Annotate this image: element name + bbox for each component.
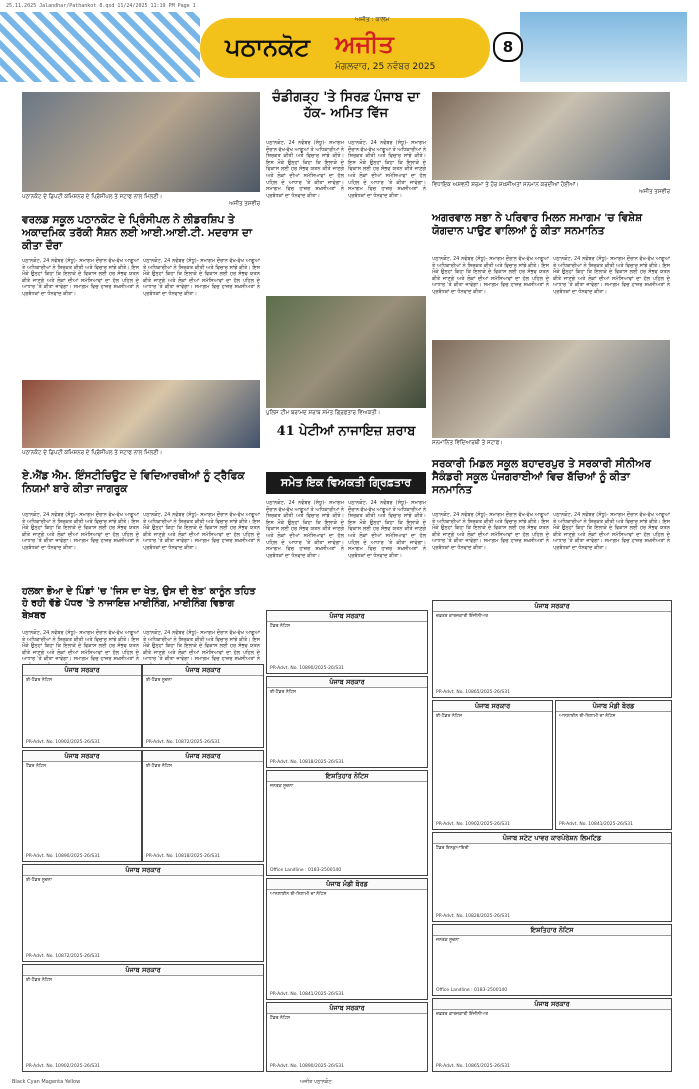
- ad-ref: PR-Advt. No. 10902/2025-26/S31: [436, 822, 510, 827]
- ad-public-notice-2: [432, 924, 672, 996]
- photo-school-delegation: [22, 92, 260, 192]
- body-chandigarh-col1: ਪਠਾਨਕੋਟ, 24 ਨਵੰਬਰ (ਸੰਧੂ)- ਸਮਾਗਮ ਦੌਰਾਨ ਵੱਖ-ਵੱਖ ਆਗੂਆਂ ਤੇ ਅਧਿਕਾਰੀਆਂ ਨੇ ਸ਼ਿਰਕਤ ਕੀਤੀ ਅਤੇ ਵਿਚਾਰ ਸਾਂਝੇ ਕੀਤੇ। ਇਸ ਮੌਕੇ ਉਨ੍ਹਾਂ ਕਿਹਾ ਕਿ ਇਲਾਕੇ ਦੇ ਵਿਕਾਸ ਲਈ ਹਰ ਸੰਭਵ ਯਤਨ ਕੀਤੇ ਜਾਣਗੇ ਅਤੇ ਲੋਕਾਂ ਦੀਆਂ ਸਮੱਸਿਆਵਾਂ ਦਾ ਹੱਲ ਪਹਿਲ ਦੇ ਆਧਾਰ 'ਤੇ ਕੀਤਾ ਜਾਵੇਗਾ। ਸਮਾਗਮ ਵਿਚ ਹਾਜ਼ਰ ਸ਼ਖ਼ਸੀਅਤਾਂ ਨੇ ਪ੍ਰਬੰਧਕਾਂ ਦਾ ਧੰਨਵਾਦ ਕੀਤਾ।: [266, 140, 344, 199]
- ad-sub: ਈ-ਟੈਂਡਰ ਨੋਟਿਸ: [26, 978, 52, 983]
- ad-punjab-govt-10: [266, 1002, 428, 1072]
- caption-school-delegation: ਪਠਾਨਕੋਟ ਦੇ ਡਿਪਟੀ ਕਮਿਸ਼ਨਰ ਦੇ ਪ੍ਰਿੰਸੀਪਲ ਤੇ ਸਟਾਫ ਨਾਲ ਮਿਲਣੀ।: [22, 194, 163, 200]
- masthead-paper-name: ਅਜੀਤ: [335, 30, 394, 58]
- headline-illegal-mining: ਹਲਕਾ ਭੋਆ ਦੇ ਪਿੰਡਾਂ 'ਚ 'ਜਿਸ ਦਾ ਖੇਤ, ਉਸ ਦੀ ਰੇਤ' ਕਾਨੂੰਨ ਤਹਿਤ ਹੋ ਰਹੀ ਵੱਡੇ ਪੱਧਰ 'ਤੇ ਨਾਜਾਇਜ਼ ਮਾਈਨਿੰਗ, ਮਾਈਨਿੰਗ ਵਿਭਾਗ ਬੇਖ਼ਬਰ: [22, 586, 256, 621]
- print-strip: 25.11.2025 Jalandhar/Pathankot 8.qxd 11/24/2025 11:19 PM Page 1: [6, 3, 196, 9]
- ad-title: ਪੰਜਾਬ ਸਰਕਾਰ: [23, 751, 141, 762]
- ad-title: ਪੰਜਾਬ ਸਰਕਾਰ: [267, 611, 427, 622]
- headline-world-school: ਵਰਲਡ ਸਕੂਲ ਪਠਾਨਕੋਟ ਦੇ ਪ੍ਰਿੰਸੀਪਲ ਨੇ ਲੀਡਰਸ਼ਿਪ ਤੇ ਅਕਾਦਮਿਕ ਤਰੱਕੀ ਸੈਸ਼ਨ ਲਈ ਆਈ.ਆਈ.ਟੀ. ਮਦਰਾਸ ਦਾ ਕੀਤਾ ਦੌਰਾ: [22, 214, 252, 253]
- page-number: 8: [493, 32, 523, 62]
- headline-liquor-a: 41 ਪੇਟੀਆਂ ਨਾਜਾਇਜ਼ ਸ਼ਰਾਬ: [276, 424, 416, 439]
- ad-ref: PR-Advt. No. 10890/2025-26/S31: [270, 1064, 344, 1069]
- masthead-pattern-left: [0, 12, 200, 82]
- ad-ref: PR-Advt. No. 10818/2025-26/S31: [270, 760, 344, 765]
- body-traffic-col1: ਪਠਾਨਕੋਟ, 24 ਨਵੰਬਰ (ਸੰਧੂ)- ਸਮਾਗਮ ਦੌਰਾਨ ਵੱਖ-ਵੱਖ ਆਗੂਆਂ ਤੇ ਅਧਿਕਾਰੀਆਂ ਨੇ ਸ਼ਿਰਕਤ ਕੀਤੀ ਅਤੇ ਵਿਚਾਰ ਸਾਂਝੇ ਕੀਤੇ। ਇਸ ਮੌਕੇ ਉਨ੍ਹਾਂ ਕਿਹਾ ਕਿ ਇਲਾਕੇ ਦੇ ਵਿਕਾਸ ਲਈ ਹਰ ਸੰਭਵ ਯਤਨ ਕੀਤੇ ਜਾਣਗੇ ਅਤੇ ਲੋਕਾਂ ਦੀਆਂ ਸਮੱਸਿਆਵਾਂ ਦਾ ਹੱਲ ਪਹਿਲ ਦੇ ਆਧਾਰ 'ਤੇ ਕੀਤਾ ਜਾਵੇਗਾ। ਸਮਾਗਮ ਵਿਚ ਹਾਜ਼ਰ ਸ਼ਖ਼ਸੀਅਤਾਂ ਨੇ ਪ੍ਰਬੰਧਕਾਂ ਦਾ ਧੰਨਵਾਦ ਕੀਤਾ।: [22, 512, 139, 551]
- caption-world-school-group: ਪਠਾਨਕੋਟ ਦੇ ਡਿਪਟੀ ਕਮਿਸ਼ਨਰ ਦੇ ਪ੍ਰਿੰਸੀਪਲ ਤੇ ਸਟਾਫ ਨਾਲ ਮਿਲਣੀ।: [22, 450, 163, 456]
- headline-agarwal-sabha: ਅਗਰਵਾਲ ਸਭਾ ਨੇ ਪਰਿਵਾਰ ਮਿਲਨ ਸਮਾਗਮ 'ਚ ਵਿਸ਼ੇਸ਼ ਯੋਗਦਾਨ ਪਾਉਣ ਵਾਲਿਆਂ ਨੂੰ ਕੀਤਾ ਸਨਮਾਨਿਤ: [432, 212, 643, 238]
- ad-mandi-board-2: [266, 878, 428, 1000]
- ad-ref: Office Landline : 0183-2500140: [270, 868, 342, 873]
- ad-punjab-govt-6: [22, 750, 142, 862]
- masthead-date: ਮੰਗਲਵਾਰ, 25 ਨਵੰਬਰ 2025: [335, 62, 436, 72]
- caption-police-liquor: ਪੁਲਿਸ ਟੀਮ ਬਰਾਮਦ ਸ਼ਰਾਬ ਸਮੇਤ ਗ੍ਰਿਫ਼ਤਾਰ ਵਿਅਕਤੀ।: [266, 410, 381, 416]
- footer: [0, 1076, 699, 1089]
- ad-sub: ਟੈਂਡਰ ਨੋਟਿਸ: [270, 624, 291, 629]
- ad-title: ਪੰਜਾਬ ਸਰਕਾਰ: [143, 665, 263, 676]
- ad-ref: Office Landline : 0183-2500140: [436, 988, 508, 993]
- ad-ref: PR-Advt. No. 10841/2025-26/S31: [270, 992, 344, 997]
- masthead-city: ਪਠਾਨਕੋਟ: [225, 32, 310, 61]
- ad-punjab-govt-5: [432, 700, 553, 830]
- ad-sub: ਈ-ਟੈਂਡਰ ਨੋਟਿਸ: [26, 678, 52, 683]
- ad-sub: ਆਨਲਾਈਨ ਈ-ਨਿਲਾਮੀ ਦਾ ਨੋਟਿਸ: [559, 714, 616, 719]
- ad-punjab-govt-3: [266, 610, 428, 674]
- body-mining-col2: ਪਠਾਨਕੋਟ, 24 ਨਵੰਬਰ (ਸੰਧੂ)- ਸਮਾਗਮ ਦੌਰਾਨ ਵੱਖ-ਵੱਖ ਆਗੂਆਂ ਤੇ ਅਧਿਕਾਰੀਆਂ ਨੇ ਸ਼ਿਰਕਤ ਕੀਤੀ ਅਤੇ ਵਿਚਾਰ ਸਾਂਝੇ ਕੀਤੇ। ਇਸ ਮੌਕੇ ਉਨ੍ਹਾਂ ਕਿਹਾ ਕਿ ਇਲਾਕੇ ਦੇ ਵਿਕਾਸ ਲਈ ਹਰ ਸੰਭਵ ਯਤਨ ਕੀਤੇ ਜਾਣਗੇ ਅਤੇ ਲੋਕਾਂ ਦੀਆਂ ਸਮੱਸਿਆਵਾਂ ਦਾ ਹੱਲ ਪਹਿਲ ਦੇ ਆਧਾਰ 'ਤੇ ਕੀਤਾ ਜਾਵੇਗਾ। ਸਮਾਗਮ ਵਿਚ ਹਾਜ਼ਰ ਸ਼ਖ਼ਸੀਅਤਾਂ ਨੇ: [143, 630, 260, 663]
- ad-ref: PR-Advt. No. 10865/2025-26/S31: [436, 1064, 510, 1069]
- ad-ref: PR-Advt. No. 10841/2025-26/S31: [559, 822, 633, 827]
- photo-police-liquor: [266, 296, 426, 408]
- ad-title: ਪੰਜਾਬ ਮੰਡੀ ਬੋਰਡ: [556, 701, 671, 712]
- body-agarwal-col2: ਪਠਾਨਕੋਟ, 24 ਨਵੰਬਰ (ਸੰਧੂ)- ਸਮਾਗਮ ਦੌਰਾਨ ਵੱਖ-ਵੱਖ ਆਗੂਆਂ ਤੇ ਅਧਿਕਾਰੀਆਂ ਨੇ ਸ਼ਿਰਕਤ ਕੀਤੀ ਅਤੇ ਵਿਚਾਰ ਸਾਂਝੇ ਕੀਤੇ। ਇਸ ਮੌਕੇ ਉਨ੍ਹਾਂ ਕਿਹਾ ਕਿ ਇਲਾਕੇ ਦੇ ਵਿਕਾਸ ਲਈ ਹਰ ਸੰਭਵ ਯਤਨ ਕੀਤੇ ਜਾਣਗੇ ਅਤੇ ਲੋਕਾਂ ਦੀਆਂ ਸਮੱਸਿਆਵਾਂ ਦਾ ਹੱਲ ਪਹਿਲ ਦੇ ਆਧਾਰ 'ਤੇ ਕੀਤਾ ਜਾਵੇਗਾ। ਸਮਾਗਮ ਵਿਚ ਹਾਜ਼ਰ ਸ਼ਖ਼ਸੀਅਤਾਂ ਨੇ ਪ੍ਰਬੰਧਕਾਂ ਦਾ ਧੰਨਵਾਦ ਕੀਤਾ।: [553, 256, 670, 295]
- masthead-landscape-right: [520, 12, 687, 82]
- ad-sub: ਆਨਲਾਈਨ ਈ-ਨਿਲਾਮੀ ਦਾ ਨੋਟਿਸ: [270, 892, 327, 897]
- headline-liquor-b: ਸਮੇਤ ਇਕ ਵਿਅਕਤੀ ਗ੍ਰਿਫ਼ਤਾਰ: [266, 472, 426, 494]
- ad-title: ਪੰਜਾਬ ਸਰਕਾਰ: [267, 677, 427, 688]
- ad-title: ਪੰਜਾਬ ਸਰਕਾਰ: [23, 865, 263, 876]
- byline-s2: ਅਜੀਤ ਤਸਵੀਰ: [229, 201, 260, 207]
- ad-sub: ਈ-ਟੈਂਡਰ ਨੋਟਿਸ: [436, 714, 462, 719]
- ad-sub: ਟੈਂਡਰ ਨੋਟਿਸ: [270, 1016, 291, 1021]
- ad-sub: ਟੈਂਡਰ ਨੋਟਿਸ: [26, 764, 47, 769]
- ad-school-notice: [432, 600, 672, 698]
- ad-title: ਪੰਜਾਬ ਸਰਕਾਰ: [433, 701, 552, 712]
- ad-pspcl: [432, 832, 672, 922]
- ad-title: ਪੰਜਾਬ ਸਰਕਾਰ: [433, 999, 671, 1010]
- footer-color-bar: Black Cyan Magenta Yellow: [12, 1079, 81, 1085]
- photo-agarwal-sabha: [432, 92, 670, 180]
- ad-title: ਇਸ਼ਤਿਹਾਰ ਨੋਟਿਸ: [267, 771, 427, 782]
- body-traffic-col2: ਪਠਾਨਕੋਟ, 24 ਨਵੰਬਰ (ਸੰਧੂ)- ਸਮਾਗਮ ਦੌਰਾਨ ਵੱਖ-ਵੱਖ ਆਗੂਆਂ ਤੇ ਅਧਿਕਾਰੀਆਂ ਨੇ ਸ਼ਿਰਕਤ ਕੀਤੀ ਅਤੇ ਵਿਚਾਰ ਸਾਂਝੇ ਕੀਤੇ। ਇਸ ਮੌਕੇ ਉਨ੍ਹਾਂ ਕਿਹਾ ਕਿ ਇਲਾਕੇ ਦੇ ਵਿਕਾਸ ਲਈ ਹਰ ਸੰਭਵ ਯਤਨ ਕੀਤੇ ਜਾਣਗੇ ਅਤੇ ਲੋਕਾਂ ਦੀਆਂ ਸਮੱਸਿਆਵਾਂ ਦਾ ਹੱਲ ਪਹਿਲ ਦੇ ਆਧਾਰ 'ਤੇ ਕੀਤਾ ਜਾਵੇਗਾ। ਸਮਾਗਮ ਵਿਚ ਹਾਜ਼ਰ ਸ਼ਖ਼ਸੀਅਤਾਂ ਨੇ ਪ੍ਰਬੰਧਕਾਂ ਦਾ ਧੰਨਵਾਦ ਕੀਤਾ।: [143, 512, 260, 551]
- ad-sub: ਦਫ਼ਤਰ ਕਾਰਜਕਾਰੀ ਇੰਜੀਨੀਅਰ: [436, 614, 489, 619]
- ad-ref: PR-Advt. No. 10872/2025-26/S31: [26, 954, 100, 959]
- ad-sub: ਟੈਂਡਰ ਇਨਕੁਆਇਰੀ: [436, 846, 469, 851]
- ad-ref: PR-Advt. No. 10865/2025-26/S31: [436, 690, 510, 695]
- ad-punjab-govt-4: [266, 676, 428, 768]
- ad-sub: ਜਨਤਕ ਸੂਚਨਾ: [270, 784, 294, 789]
- ad-ref: PR-Advt. No. 10902/2025-26/S31: [26, 740, 100, 745]
- ad-title: ਪੰਜਾਬ ਸਰਕਾਰ: [433, 601, 671, 612]
- body-mining-col1: ਪਠਾਨਕੋਟ, 24 ਨਵੰਬਰ (ਸੰਧੂ)- ਸਮਾਗਮ ਦੌਰਾਨ ਵੱਖ-ਵੱਖ ਆਗੂਆਂ ਤੇ ਅਧਿਕਾਰੀਆਂ ਨੇ ਸ਼ਿਰਕਤ ਕੀਤੀ ਅਤੇ ਵਿਚਾਰ ਸਾਂਝੇ ਕੀਤੇ। ਇਸ ਮੌਕੇ ਉਨ੍ਹਾਂ ਕਿਹਾ ਕਿ ਇਲਾਕੇ ਦੇ ਵਿਕਾਸ ਲਈ ਹਰ ਸੰਭਵ ਯਤਨ ਕੀਤੇ ਜਾਣਗੇ ਅਤੇ ਲੋਕਾਂ ਦੀਆਂ ਸਮੱਸਿਆਵਾਂ ਦਾ ਹੱਲ ਪਹਿਲ ਦੇ ਆਧਾਰ 'ਤੇ ਕੀਤਾ ਜਾਵੇਗਾ। ਸਮਾਗਮ ਵਿਚ ਹਾਜ਼ਰ ਸ਼ਖ਼ਸੀਅਤਾਂ ਨੇ: [22, 630, 139, 663]
- body-school-col1: ਪਠਾਨਕੋਟ, 24 ਨਵੰਬਰ (ਸੰਧੂ)- ਸਮਾਗਮ ਦੌਰਾਨ ਵੱਖ-ਵੱਖ ਆਗੂਆਂ ਤੇ ਅਧਿਕਾਰੀਆਂ ਨੇ ਸ਼ਿਰਕਤ ਕੀਤੀ ਅਤੇ ਵਿਚਾਰ ਸਾਂਝੇ ਕੀਤੇ। ਇਸ ਮੌਕੇ ਉਨ੍ਹਾਂ ਕਿਹਾ ਕਿ ਇਲਾਕੇ ਦੇ ਵਿਕਾਸ ਲਈ ਹਰ ਸੰਭਵ ਯਤਨ ਕੀਤੇ ਜਾਣਗੇ ਅਤੇ ਲੋਕਾਂ ਦੀਆਂ ਸਮੱਸਿਆਵਾਂ ਦਾ ਹੱਲ ਪਹਿਲ ਦੇ ਆਧਾਰ 'ਤੇ ਕੀਤਾ ਜਾਵੇਗਾ। ਸਮਾਗਮ ਵਿਚ ਹਾਜ਼ਰ ਸ਼ਖ਼ਸੀਅਤਾਂ ਨੇ ਪ੍ਰਬੰਧਕਾਂ ਦਾ ਧੰਨਵਾਦ ਕੀਤਾ।: [432, 512, 549, 551]
- body-agarwal-col1: ਪਠਾਨਕੋਟ, 24 ਨਵੰਬਰ (ਸੰਧੂ)- ਸਮਾਗਮ ਦੌਰਾਨ ਵੱਖ-ਵੱਖ ਆਗੂਆਂ ਤੇ ਅਧਿਕਾਰੀਆਂ ਨੇ ਸ਼ਿਰਕਤ ਕੀਤੀ ਅਤੇ ਵਿਚਾਰ ਸਾਂਝੇ ਕੀਤੇ। ਇਸ ਮੌਕੇ ਉਨ੍ਹਾਂ ਕਿਹਾ ਕਿ ਇਲਾਕੇ ਦੇ ਵਿਕਾਸ ਲਈ ਹਰ ਸੰਭਵ ਯਤਨ ਕੀਤੇ ਜਾਣਗੇ ਅਤੇ ਲੋਕਾਂ ਦੀਆਂ ਸਮੱਸਿਆਵਾਂ ਦਾ ਹੱਲ ਪਹਿਲ ਦੇ ਆਧਾਰ 'ਤੇ ਕੀਤਾ ਜਾਵੇਗਾ। ਸਮਾਗਮ ਵਿਚ ਹਾਜ਼ਰ ਸ਼ਖ਼ਸੀਅਤਾਂ ਨੇ ਪ੍ਰਬੰਧਕਾਂ ਦਾ ਧੰਨਵਾਦ ਕੀਤਾ।: [432, 256, 549, 295]
- ad-title: ਇਸ਼ਤਿਹਾਰ ਨੋਟਿਸ: [433, 925, 671, 936]
- ad-sub: ਈ-ਟੈਂਡਰ ਨੋਟਿਸ: [146, 764, 172, 769]
- ad-punjab-govt-8: [22, 864, 264, 962]
- body-liquor-col1: ਪਠਾਨਕੋਟ, 24 ਨਵੰਬਰ (ਸੰਧੂ)- ਸਮਾਗਮ ਦੌਰਾਨ ਵੱਖ-ਵੱਖ ਆਗੂਆਂ ਤੇ ਅਧਿਕਾਰੀਆਂ ਨੇ ਸ਼ਿਰਕਤ ਕੀਤੀ ਅਤੇ ਵਿਚਾਰ ਸਾਂਝੇ ਕੀਤੇ। ਇਸ ਮੌਕੇ ਉਨ੍ਹਾਂ ਕਿਹਾ ਕਿ ਇਲਾਕੇ ਦੇ ਵਿਕਾਸ ਲਈ ਹਰ ਸੰਭਵ ਯਤਨ ਕੀਤੇ ਜਾਣਗੇ ਅਤੇ ਲੋਕਾਂ ਦੀਆਂ ਸਮੱਸਿਆਵਾਂ ਦਾ ਹੱਲ ਪਹਿਲ ਦੇ ਆਧਾਰ 'ਤੇ ਕੀਤਾ ਜਾਵੇਗਾ। ਸਮਾਗਮ ਵਿਚ ਹਾਜ਼ਰ ਸ਼ਖ਼ਸੀਅਤਾਂ ਨੇ ਪ੍ਰਬੰਧਕਾਂ ਦਾ ਧੰਨਵਾਦ ਕੀਤਾ।: [266, 500, 344, 559]
- ad-ref: PR-Advt. No. 10890/2025-26/S31: [26, 854, 100, 859]
- headline-school-honour: ਸਰਕਾਰੀ ਮਿਡਲ ਸਕੂਲ ਬਹਾਦਰਪੁਰ ਤੇ ਸਰਕਾਰੀ ਸੀਨੀਅਰ ਸੈਕੰਡਰੀ ਸਕੂਲ ਪੰਜਗਰਾਈਆਂ ਵਿਚ ਬੱਚਿਆਂ ਨੂੰ ਕੀਤਾ ਸਨਮਾਨਿਤ: [432, 458, 651, 497]
- photo-school-students: [432, 340, 670, 438]
- ad-punjab-govt-1: [22, 664, 142, 748]
- headline-chandigarh: ਚੰਡੀਗੜ੍ਹ 'ਤੇ ਸਿਰਫ਼ ਪੰਜਾਬ ਦਾ ਹੱਕ- ਅਮਿਤ ਵਿੱਜ: [272, 90, 420, 122]
- ad-ref: PR-Advt. No. 10818/2025-26/S31: [146, 854, 220, 859]
- ad-mandi-board: [555, 700, 672, 830]
- ad-sub: ਜਨਤਕ ਸੂਚਨਾ: [436, 938, 460, 943]
- ad-punjab-govt-11: [432, 998, 672, 1072]
- ad-title: ਪੰਜਾਬ ਸਰਕਾਰ: [23, 665, 141, 676]
- photo-world-school-group: [22, 380, 260, 448]
- ad-ref: PR-Advt. No. 10902/2025-26/S31: [26, 1064, 100, 1069]
- ad-title: ਪੰਜਾਬ ਮੰਡੀ ਬੋਰਡ: [267, 879, 427, 890]
- ad-title: ਪੰਜਾਬ ਸਟੇਟ ਪਾਵਰ ਕਾਰਪੋਰੇਸ਼ਨ ਲਿਮਟਿਡ: [433, 833, 671, 844]
- masthead-tag: ਅਜੀਤ : ਕਾਲਮ: [355, 16, 390, 23]
- byline-s3: ਅਜੀਤ ਤਸਵੀਰ: [639, 189, 670, 195]
- ad-title: ਪੰਜਾਬ ਸਰਕਾਰ: [267, 1003, 427, 1014]
- ad-ref: PR-Advt. No. 10872/2025-26/S31: [146, 740, 220, 745]
- body-chandigarh-col2: ਪਠਾਨਕੋਟ, 24 ਨਵੰਬਰ (ਸੰਧੂ)- ਸਮਾਗਮ ਦੌਰਾਨ ਵੱਖ-ਵੱਖ ਆਗੂਆਂ ਤੇ ਅਧਿਕਾਰੀਆਂ ਨੇ ਸ਼ਿਰਕਤ ਕੀਤੀ ਅਤੇ ਵਿਚਾਰ ਸਾਂਝੇ ਕੀਤੇ। ਇਸ ਮੌਕੇ ਉਨ੍ਹਾਂ ਕਿਹਾ ਕਿ ਇਲਾਕੇ ਦੇ ਵਿਕਾਸ ਲਈ ਹਰ ਸੰਭਵ ਯਤਨ ਕੀਤੇ ਜਾਣਗੇ ਅਤੇ ਲੋਕਾਂ ਦੀਆਂ ਸਮੱਸਿਆਵਾਂ ਦਾ ਹੱਲ ਪਹਿਲ ਦੇ ਆਧਾਰ 'ਤੇ ਕੀਤਾ ਜਾਵੇਗਾ। ਸਮਾਗਮ ਵਿਚ ਹਾਜ਼ਰ ਸ਼ਖ਼ਸੀਅਤਾਂ ਨੇ ਪ੍ਰਬੰਧਕਾਂ ਦਾ ਧੰਨਵਾਦ ਕੀਤਾ।: [348, 140, 426, 199]
- body-world-school-col2: ਪਠਾਨਕੋਟ, 24 ਨਵੰਬਰ (ਸੰਧੂ)- ਸਮਾਗਮ ਦੌਰਾਨ ਵੱਖ-ਵੱਖ ਆਗੂਆਂ ਤੇ ਅਧਿਕਾਰੀਆਂ ਨੇ ਸ਼ਿਰਕਤ ਕੀਤੀ ਅਤੇ ਵਿਚਾਰ ਸਾਂਝੇ ਕੀਤੇ। ਇਸ ਮੌਕੇ ਉਨ੍ਹਾਂ ਕਿਹਾ ਕਿ ਇਲਾਕੇ ਦੇ ਵਿਕਾਸ ਲਈ ਹਰ ਸੰਭਵ ਯਤਨ ਕੀਤੇ ਜਾਣਗੇ ਅਤੇ ਲੋਕਾਂ ਦੀਆਂ ਸਮੱਸਿਆਵਾਂ ਦਾ ਹੱਲ ਪਹਿਲ ਦੇ ਆਧਾਰ 'ਤੇ ਕੀਤਾ ਜਾਵੇਗਾ। ਸਮਾਗਮ ਵਿਚ ਹਾਜ਼ਰ ਸ਼ਖ਼ਸੀਅਤਾਂ ਨੇ ਪ੍ਰਬੰਧਕਾਂ ਦਾ ਧੰਨਵਾਦ ਕੀਤਾ।: [143, 258, 260, 297]
- footer-edition: ਅਜੀਤ ਪਠਾਨਕੋਟ: [300, 1079, 332, 1085]
- ad-ref: PR-Advt. No. 10890/2025-26/S31: [270, 666, 344, 671]
- body-world-school-col1: ਪਠਾਨਕੋਟ, 24 ਨਵੰਬਰ (ਸੰਧੂ)- ਸਮਾਗਮ ਦੌਰਾਨ ਵੱਖ-ਵੱਖ ਆਗੂਆਂ ਤੇ ਅਧਿਕਾਰੀਆਂ ਨੇ ਸ਼ਿਰਕਤ ਕੀਤੀ ਅਤੇ ਵਿਚਾਰ ਸਾਂਝੇ ਕੀਤੇ। ਇਸ ਮੌਕੇ ਉਨ੍ਹਾਂ ਕਿਹਾ ਕਿ ਇਲਾਕੇ ਦੇ ਵਿਕਾਸ ਲਈ ਹਰ ਸੰਭਵ ਯਤਨ ਕੀਤੇ ਜਾਣਗੇ ਅਤੇ ਲੋਕਾਂ ਦੀਆਂ ਸਮੱਸਿਆਵਾਂ ਦਾ ਹੱਲ ਪਹਿਲ ਦੇ ਆਧਾਰ 'ਤੇ ਕੀਤਾ ਜਾਵੇਗਾ। ਸਮਾਗਮ ਵਿਚ ਹਾਜ਼ਰ ਸ਼ਖ਼ਸੀਅਤਾਂ ਨੇ ਪ੍ਰਬੰਧਕਾਂ ਦਾ ਧੰਨਵਾਦ ਕੀਤਾ।: [22, 258, 139, 297]
- ad-sub: ਈ-ਟੈਂਡਰ ਨੋਟਿਸ: [270, 690, 296, 695]
- headline-traffic-awareness: ਏ.ਐਂਡ ਐਮ. ਇੰਸਟੀਚਿਊਟ ਦੇ ਵਿਦਿਆਰਥੀਆਂ ਨੂੰ ਟ੍ਰੈਫਿਕ ਨਿਯਮਾਂ ਬਾਰੇ ਕੀਤਾ ਜਾਗਰੂਕ: [22, 470, 245, 496]
- ad-punjab-govt-7: [142, 750, 264, 862]
- ad-sub: ਈ-ਟੈਂਡਰ ਸੂਚਨਾ: [146, 678, 172, 683]
- ad-title: ਪੰਜਾਬ ਸਰਕਾਰ: [143, 751, 263, 762]
- ad-punjab-govt-2: [142, 664, 264, 748]
- ad-sub: ਦਫ਼ਤਰ ਕਾਰਜਕਾਰੀ ਇੰਜੀਨੀਅਰ: [436, 1012, 489, 1017]
- ad-public-notice: [266, 770, 428, 876]
- ad-sub: ਈ-ਟੈਂਡਰ ਸੂਚਨਾ: [26, 878, 52, 883]
- ad-punjab-govt-9: [22, 964, 264, 1072]
- body-liquor-col2: ਪਠਾਨਕੋਟ, 24 ਨਵੰਬਰ (ਸੰਧੂ)- ਸਮਾਗਮ ਦੌਰਾਨ ਵੱਖ-ਵੱਖ ਆਗੂਆਂ ਤੇ ਅਧਿਕਾਰੀਆਂ ਨੇ ਸ਼ਿਰਕਤ ਕੀਤੀ ਅਤੇ ਵਿਚਾਰ ਸਾਂਝੇ ਕੀਤੇ। ਇਸ ਮੌਕੇ ਉਨ੍ਹਾਂ ਕਿਹਾ ਕਿ ਇਲਾਕੇ ਦੇ ਵਿਕਾਸ ਲਈ ਹਰ ਸੰਭਵ ਯਤਨ ਕੀਤੇ ਜਾਣਗੇ ਅਤੇ ਲੋਕਾਂ ਦੀਆਂ ਸਮੱਸਿਆਵਾਂ ਦਾ ਹੱਲ ਪਹਿਲ ਦੇ ਆਧਾਰ 'ਤੇ ਕੀਤਾ ਜਾਵੇਗਾ। ਸਮਾਗਮ ਵਿਚ ਹਾਜ਼ਰ ਸ਼ਖ਼ਸੀਅਤਾਂ ਨੇ ਪ੍ਰਬੰਧਕਾਂ ਦਾ ਧੰਨਵਾਦ ਕੀਤਾ।: [348, 500, 426, 559]
- ad-title: ਪੰਜਾਬ ਸਰਕਾਰ: [23, 965, 263, 976]
- ad-ref: PR-Advt. No. 10828/2025-26/S31: [436, 914, 510, 919]
- body-school-col2: ਪਠਾਨਕੋਟ, 24 ਨਵੰਬਰ (ਸੰਧੂ)- ਸਮਾਗਮ ਦੌਰਾਨ ਵੱਖ-ਵੱਖ ਆਗੂਆਂ ਤੇ ਅਧਿਕਾਰੀਆਂ ਨੇ ਸ਼ਿਰਕਤ ਕੀਤੀ ਅਤੇ ਵਿਚਾਰ ਸਾਂਝੇ ਕੀਤੇ। ਇਸ ਮੌਕੇ ਉਨ੍ਹਾਂ ਕਿਹਾ ਕਿ ਇਲਾਕੇ ਦੇ ਵਿਕਾਸ ਲਈ ਹਰ ਸੰਭਵ ਯਤਨ ਕੀਤੇ ਜਾਣਗੇ ਅਤੇ ਲੋਕਾਂ ਦੀਆਂ ਸਮੱਸਿਆਵਾਂ ਦਾ ਹੱਲ ਪਹਿਲ ਦੇ ਆਧਾਰ 'ਤੇ ਕੀਤਾ ਜਾਵੇਗਾ। ਸਮਾਗਮ ਵਿਚ ਹਾਜ਼ਰ ਸ਼ਖ਼ਸੀਅਤਾਂ ਨੇ ਪ੍ਰਬੰਧਕਾਂ ਦਾ ਧੰਨਵਾਦ ਕੀਤਾ।: [553, 512, 670, 551]
- caption-agarwal-sabha: ਵਿਧਾਇਕ ਅਸ਼ਵਨੀ ਸ਼ਰਮਾ ਤੇ ਹੋਰ ਸ਼ਖ਼ਸੀਅਤਾਂ ਸਨਮਾਨ ਕਰਦੀਆਂ ਹੋਈਆਂ।: [432, 182, 579, 188]
- caption-school-students: ਸਨਮਾਨਿਤ ਵਿਦਿਆਰਥੀ ਤੇ ਸਟਾਫ।: [432, 440, 504, 446]
